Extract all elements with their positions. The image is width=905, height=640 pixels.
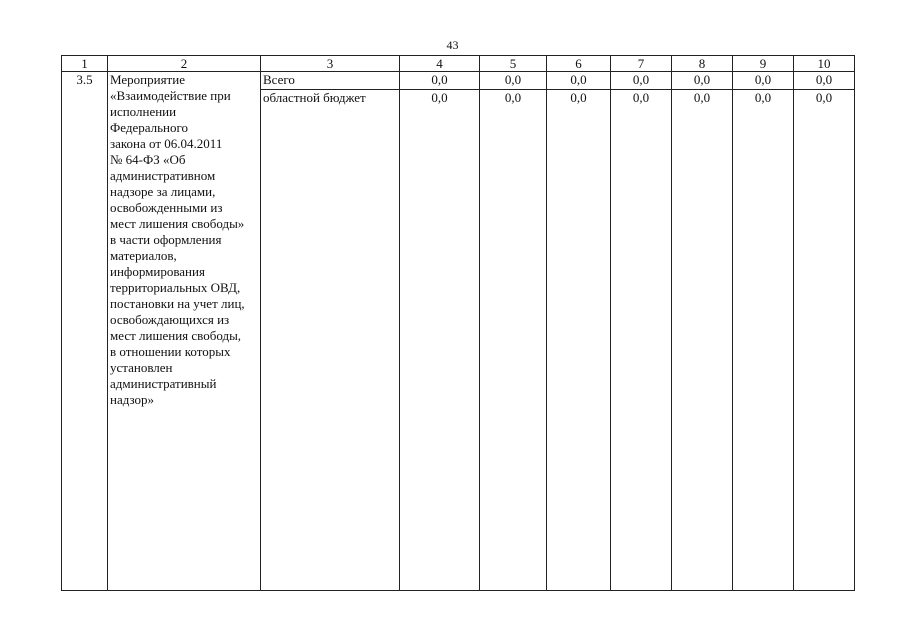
column-header-2: 2 xyxy=(108,56,261,72)
description-line: закона от 06.04.2011 xyxy=(110,136,223,151)
page-number: 43 xyxy=(446,38,459,52)
funding-source-total: Всего xyxy=(261,72,400,90)
budget-table xyxy=(61,55,855,591)
value-cell: 0,0 xyxy=(611,90,672,591)
column-header-10: 10 xyxy=(794,56,855,72)
description-line: освобожденными из xyxy=(110,200,223,215)
description-line: административном xyxy=(110,168,216,183)
description-line: надзор» xyxy=(110,392,155,407)
value-cell: 0,0 xyxy=(733,90,794,591)
value-cell: 0,0 xyxy=(400,90,480,591)
description-line: постановки на учет лиц, xyxy=(110,296,245,311)
value-cell: 0,0 xyxy=(794,72,855,90)
description-line: № 64-ФЗ «Об xyxy=(110,152,186,167)
column-header-8: 8 xyxy=(672,56,733,72)
description-line: в части оформления xyxy=(110,232,222,247)
description-line: информирования xyxy=(110,264,205,279)
description-line: освобождающихся из xyxy=(110,312,230,327)
column-header-9: 9 xyxy=(733,56,794,72)
column-header-7: 7 xyxy=(611,56,672,72)
table-row xyxy=(62,72,855,90)
value-cell: 0,0 xyxy=(611,72,672,90)
value-cell: 0,0 xyxy=(733,72,794,90)
header-row xyxy=(62,56,855,72)
description-line: «Взаимодействие при xyxy=(110,88,231,103)
value-cell: 0,0 xyxy=(480,90,547,591)
row-number: 3.5 xyxy=(62,72,108,591)
description-line: территориальных ОВД, xyxy=(110,280,241,295)
description-line: надзоре за лицами, xyxy=(110,184,216,199)
value-cell: 0,0 xyxy=(547,72,611,90)
description-line: административный xyxy=(110,376,217,391)
value-cell: 0,0 xyxy=(480,72,547,90)
description-line: Мероприятие xyxy=(110,72,185,87)
column-header-6: 6 xyxy=(547,56,611,72)
value-cell: 0,0 xyxy=(794,90,855,591)
column-header-3: 3 xyxy=(261,56,400,72)
description-line: мест лишения свободы, xyxy=(110,328,242,343)
description-line: исполнении xyxy=(110,104,177,119)
row-description xyxy=(108,72,261,591)
description-line: материалов, xyxy=(110,248,177,263)
description-line: мест лишения свободы» xyxy=(110,216,245,231)
value-cell: 0,0 xyxy=(400,72,480,90)
column-header-5: 5 xyxy=(480,56,547,72)
description-line: Федерального xyxy=(110,120,189,135)
funding-source-regional-budget: областной бюджет xyxy=(261,90,400,591)
description-line: в отношении которых xyxy=(110,344,231,359)
value-cell: 0,0 xyxy=(547,90,611,591)
column-header-4: 4 xyxy=(400,56,480,72)
column-header-1: 1 xyxy=(62,56,108,72)
value-cell: 0,0 xyxy=(672,90,733,591)
description-line: установлен xyxy=(110,360,173,375)
value-cell: 0,0 xyxy=(672,72,733,90)
